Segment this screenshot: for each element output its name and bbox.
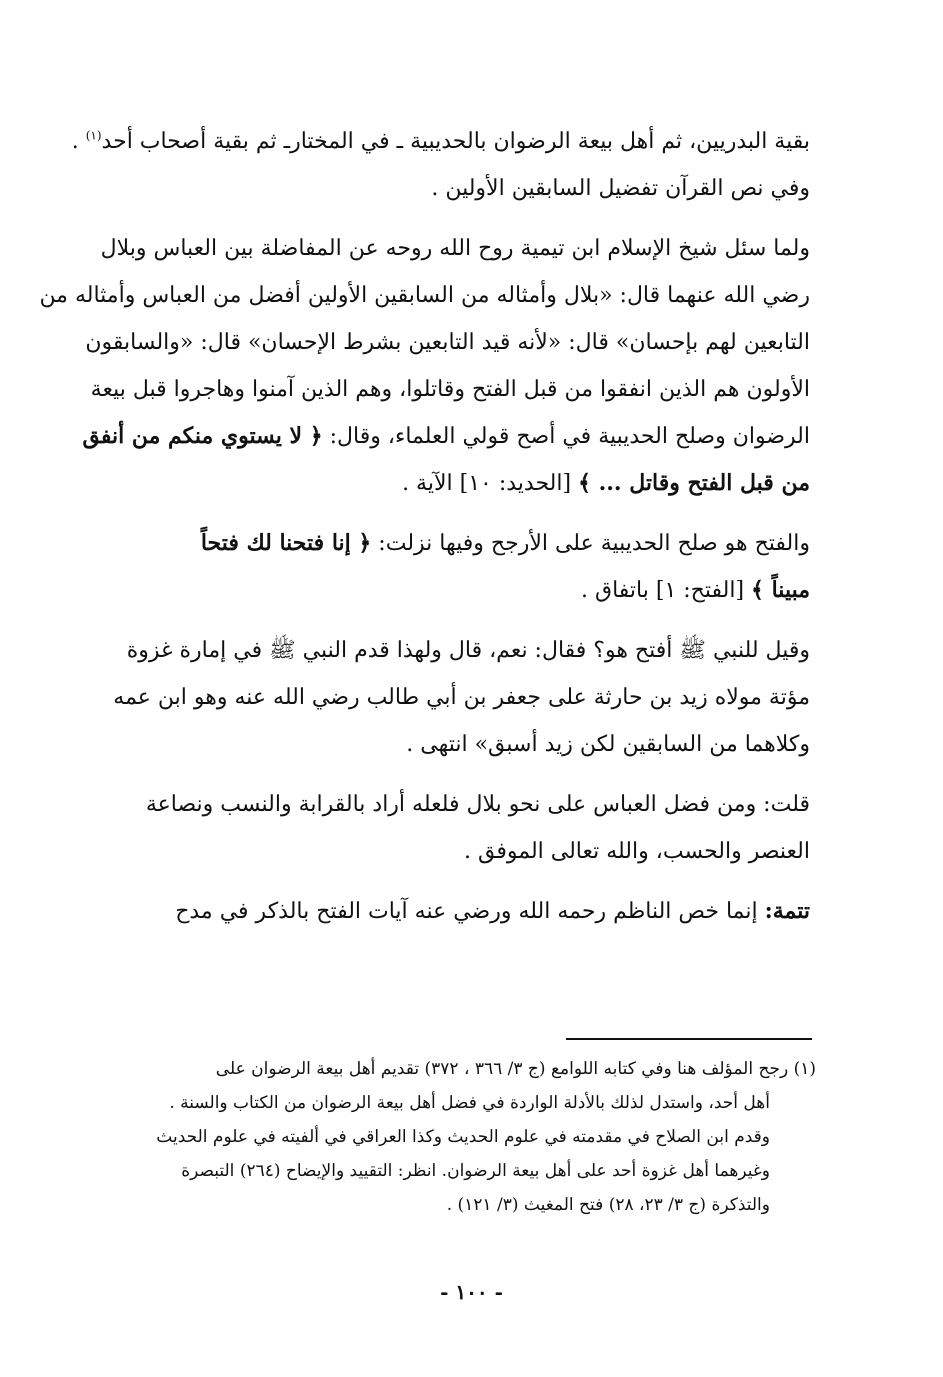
- text-line: بقية البدريين، ثم أهل بيعة الرضوان بالحديبية ـ في المختارـ ثم بقية أصحاب أحد$^{(١)}$ .: [71, 128, 810, 154]
- text-line: ولما سئل شيخ الإسلام ابن تيمية روح الله روحه عن المفاضلة بين العباس وبلال: [100, 236, 810, 261]
- section-label: تتمة:: [764, 898, 810, 924]
- footnote-reference: (١): [85, 128, 102, 143]
- text-line: تتمة: إنما خص الناظم رحمه الله ورضي عنه آيات الفتح بالذكر في مدح: [175, 898, 810, 924]
- main-text: [39, 118, 810, 935]
- footnote-line: والتذكرة (ج ٣/ ٢٣، ٢٨) فتح المغيث (٣/ ١٢١) .: [446, 1195, 770, 1215]
- text-line: رضي الله عنهما قال: «بلال وأمثاله من السابقين الأولين أفضل من العباس وأمثاله من: [39, 283, 810, 308]
- footnotes: [104, 1052, 816, 1222]
- footnote-line: أهل أحد، واستدل لذلك بالأدلة الواردة في فضل أهل بيعة الرضوان من الكتاب والسنة .: [169, 1093, 770, 1113]
- text-line: من قبل الفتح وقاتل ... ﴾ [الحديد: ١٠] الآية .: [402, 470, 810, 496]
- text-line: العنصر والحسب، والله تعالى الموفق .: [464, 839, 810, 864]
- text-line: مؤتة مولاه زيد بن حارثة على جعفر بن أبي طالب رضي الله عنه وهو ابن عمه: [113, 685, 810, 710]
- text-line: التابعين لهم بإحسان» قال: «لأنه قيد التابعين بشرط الإحسان» قال: «والسابقون: [85, 330, 810, 355]
- quran-verse: من قبل الفتح وقاتل ... ﴾: [578, 470, 810, 496]
- quran-verse: مبيناً ﴾: [751, 577, 810, 603]
- text-line: والفتح هو صلح الحديبية على الأرجح وفيها نزلت: ﴿ إنا فتحنا لك فتحاً: [200, 530, 810, 556]
- quran-verse: ﴿ لا يستوي منكم من أنفق: [82, 423, 323, 449]
- text-line: وفي نص القرآن تفضيل السابقين الأولين .: [431, 176, 810, 201]
- text-line: الأولون هم الذين انفقوا من قبل الفتح وقاتلوا، وهم الذين آمنوا وهاجروا قبل بيعة: [90, 377, 810, 402]
- footnote-separator: [566, 1038, 812, 1040]
- text-line: وقيل للنبي ﷺ أفتح هو؟ فقال: نعم، قال ولهذا قدم النبي ﷺ في إمارة غزوة: [126, 638, 810, 663]
- page-number: - ١٠٠ -: [440, 1280, 503, 1304]
- footnote-line: وقدم ابن الصلاح في مقدمته في علوم الحديث وكذا العراقي في ألفيته في علوم الحديث: [156, 1127, 770, 1147]
- footnote-line: وغيرهما أهل غزوة أحد على أهل بيعة الرضوان. انظر: التقييد والإيضاح (٢٦٤) التبصرة: [181, 1161, 770, 1181]
- footnote-line: (١) رجح المؤلف هنا وفي كتابه اللوامع (ج ٣/ ٣٦٦ ، ٣٧٢) تقديم أهل بيعة الرضوان على: [215, 1059, 816, 1079]
- text-line: وكلاهما من السابقين لكن زيد أسبق» انتهى .: [406, 732, 810, 757]
- text-line: قلت: ومن فضل العباس على نحو بلال فلعله أراد بالقرابة والنسب ونصاعة: [145, 792, 810, 817]
- text-line: مبيناً ﴾ [الفتح: ١] باتفاق .: [581, 577, 810, 603]
- quran-verse: ﴿ إنا فتحنا لك فتحاً: [200, 530, 372, 556]
- footnote-marker: (١): [793, 1059, 816, 1079]
- text-line: الرضوان وصلح الحديبية في أصح قولي العلماء، وقال: ﴿ لا يستوي منكم من أنفق: [82, 423, 810, 449]
